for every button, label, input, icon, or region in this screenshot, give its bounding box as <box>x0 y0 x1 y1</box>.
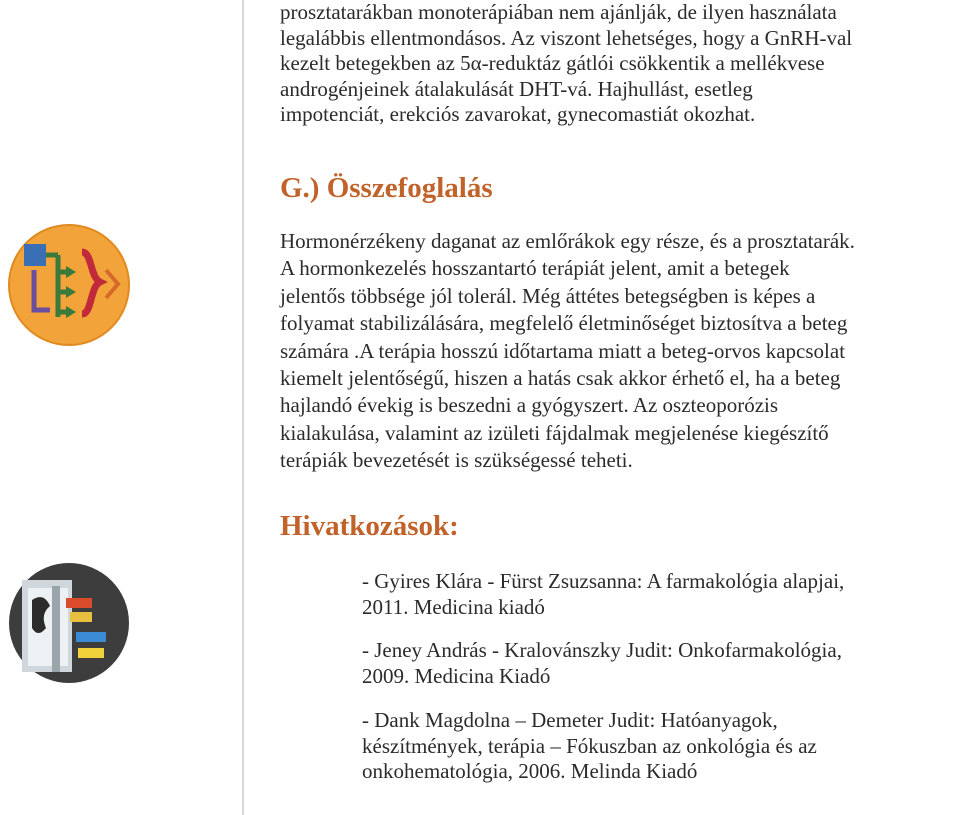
text-line: jelentős többsége jól tolerál. Még áttétes betegségben is képes a <box>280 283 816 308</box>
text-line: 2009. Medicina Kiadó <box>362 663 551 688</box>
text-line: - Jeney András - Kralovánszky Judit: Onkofarmakológia, <box>362 638 842 662</box>
text-line: legalábbis ellentmondásos. Az viszont lehetséges, hogy a GnRH-val <box>280 25 853 50</box>
text-line: 2011. Medicina kiadó <box>362 594 545 619</box>
text-line: - Gyires Klára - Fürst Zsuzsanna: A farmakológia alapjai, <box>362 569 845 593</box>
text-line: kialakulása, valamint az izületi fájdalmak megjelenése kiegészítő <box>280 420 829 445</box>
text-line: hajlandó évekig is beszedni a gyógyszert. Az oszteoporózis <box>280 393 779 418</box>
reference-item <box>362 708 957 785</box>
text-line: Hormonérzékeny daganat az emlőrákok egy része, és a prosztatarák. <box>280 229 855 253</box>
text-line: kiemelt jelentőségű, hiszen a hatás csak akkor érhető el, ha a beteg <box>280 366 841 391</box>
text-line: impotenciát, erekciós zavarokat, gynecomastiát okozhat. <box>280 102 756 127</box>
text-line: androgénjeinek átalakulását DHT-vá. Hajhullást, esetleg <box>280 76 753 101</box>
text-line: kezelt betegekben az 5α-reduktáz gátlói csökkentik a mellékvese <box>280 51 825 76</box>
text-line: készítmények, terápia – Fókuszban az onkológia és az <box>362 733 817 758</box>
sidebar-divider <box>242 0 244 815</box>
text-line: A hormonkezelés hosszantartó terápiát jelent, amit a betegek <box>280 256 790 281</box>
text-line: prosztatarákban monoterápiában nem ajánlják, de ilyen használata <box>280 0 837 24</box>
text-line: onkohematológia, 2006. Melinda Kiadó <box>362 759 698 784</box>
text-line: folyamat stabilizálására, megfelelő életminőséget biztosítva a beteg <box>280 311 848 336</box>
references-heading: Hivatkozások: <box>280 510 459 542</box>
reference-item <box>362 638 957 689</box>
summary-paragraph <box>280 228 955 475</box>
text-line: terápiák bevezetését is szükségessé teheti. <box>280 448 633 473</box>
text-line: számára .A terápia hosszú időtartama miatt a beteg-orvos kapcsolat <box>280 338 846 363</box>
reference-item <box>362 569 957 620</box>
summary-heading: G.) Összefoglalás <box>280 172 493 204</box>
intro-paragraph <box>280 0 955 128</box>
bookshelf-icon <box>6 560 132 686</box>
flow-diagram-icon <box>6 222 132 348</box>
text-line: - Dank Magdolna – Demeter Judit: Hatóanyagok, <box>362 708 778 732</box>
